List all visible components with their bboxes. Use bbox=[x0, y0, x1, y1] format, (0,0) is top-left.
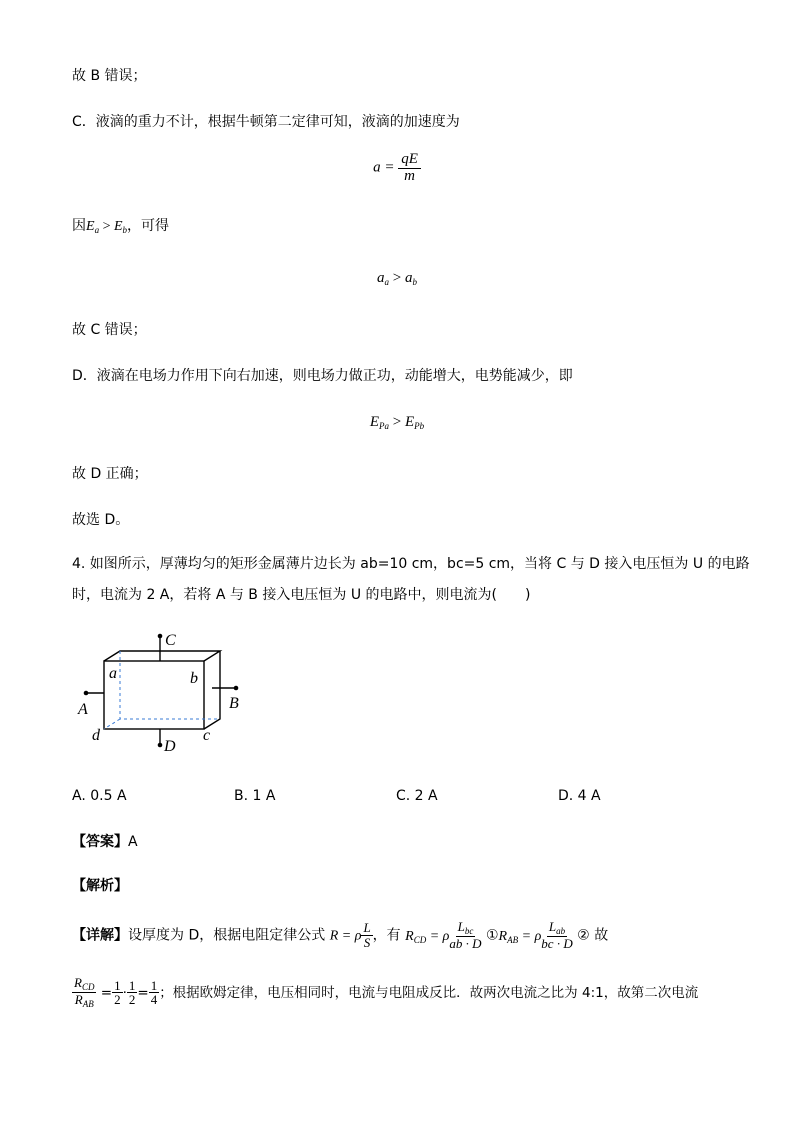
option-d[interactable]: D. 4 A bbox=[558, 788, 601, 804]
top-face bbox=[104, 651, 220, 661]
answer-value: A bbox=[128, 834, 138, 850]
answer-tag: 【答案】 bbox=[72, 834, 128, 850]
terminal-a-dot bbox=[84, 691, 89, 696]
question-4-line2: 时，电流为 2 A，若将 A 与 B 接入电压恒为 U 的电路中，则电流为( ) bbox=[72, 587, 531, 603]
label-d: d bbox=[92, 727, 100, 744]
right-face bbox=[204, 651, 220, 729]
terminal-d-dot bbox=[158, 743, 163, 748]
terminal-c-dot bbox=[158, 634, 163, 639]
text-line: C．液滴的重力不计，根据牛顿第二定律可知，液滴的加速度为 bbox=[72, 114, 460, 130]
text-line: 故 B 错误； bbox=[72, 68, 147, 84]
label-A: A bbox=[78, 701, 88, 718]
formula-a-compare: $a_a > a_b$ bbox=[377, 270, 417, 287]
analysis-tag: 【解析】 bbox=[72, 878, 128, 894]
terminal-b-dot bbox=[234, 686, 239, 691]
option-c[interactable]: C. 2 A bbox=[396, 788, 438, 804]
formula-ep-compare: $E_{Pa} > E_{Pb}$ bbox=[369, 414, 425, 431]
formula-acceleration: a = $\frac{qE}{m}$ bbox=[0, 152, 794, 185]
option-a[interactable]: A. 0.5 A bbox=[72, 788, 127, 804]
text-line: D．液滴在电场力作用下向右加速，则电场力做正功，动能增大，电势能减少，即 bbox=[72, 368, 573, 384]
label-c: c bbox=[203, 727, 211, 744]
text-line: 故 C 错误； bbox=[72, 322, 147, 338]
text-line: 故选 D。 bbox=[72, 512, 130, 528]
label-D: D bbox=[164, 738, 176, 755]
label-B: B bbox=[229, 695, 239, 712]
answer-line bbox=[72, 832, 138, 852]
label-a: a bbox=[109, 665, 117, 682]
label-b: b bbox=[190, 670, 198, 687]
analysis-line bbox=[72, 876, 128, 896]
detail-line1: 【详解】设厚度为 D，根据电阻定律公式 R = ρ $\frac{L}{S}$ ，有 $R_{CD} = \rho$ $L_{bc}$ ab · D $①R_{AB} = \rho$ $L_{ab}$ bc · D ② 故 bbox=[72, 919, 609, 952]
text-line: 故 D 正确； bbox=[72, 466, 148, 482]
question-4-line1: 4. 如图所示，厚薄均匀的矩形金属薄片边长为 ab=10 cm，bc=5 cm，当将 C 与 D 接入电压恒为 U 的电路 bbox=[72, 556, 750, 572]
label-C: C bbox=[165, 632, 176, 649]
detail-line2: $R_{CD}$ $R_{AB}$ = $\frac{1}{2}$ · $\frac{1}{2}$ = $\frac{1}{4}$ ；根据欧姆定律，电压相同时，电流与电阻成反比．故两次电流之比为 4:1，故第二次电流 bbox=[74, 975, 699, 1010]
text-line: 因$E_a > E_b$，可得 bbox=[72, 218, 170, 235]
metal-plate-figure bbox=[72, 625, 252, 760]
hidden-edge-depth bbox=[104, 719, 120, 729]
option-b[interactable]: B. 1 A bbox=[234, 788, 276, 804]
